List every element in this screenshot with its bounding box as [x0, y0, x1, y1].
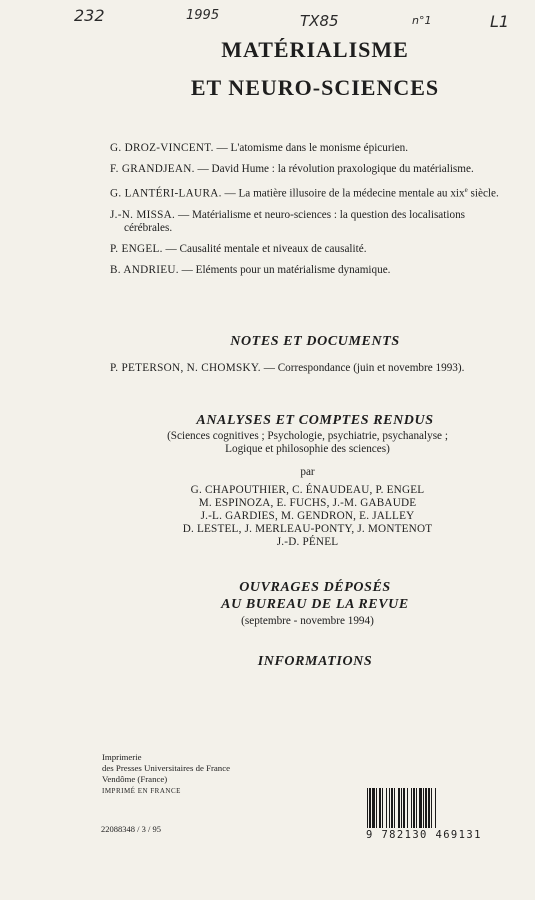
entry-tail: siècle.: [470, 187, 499, 200]
notes-list: [110, 362, 505, 383]
handwritten-note-4: n°1: [412, 14, 432, 27]
barcode-icon: [366, 788, 484, 828]
entry-dash: —: [177, 208, 190, 221]
printer-line-4: IMPRIMÉ EN FRANCE: [102, 787, 181, 795]
printer-line-2: des Presses Universitaires de France: [102, 763, 231, 773]
entry-title: Eléments pour un matérialisme dynamique.: [195, 263, 391, 276]
isbn-number: 9 782130 469131: [366, 829, 482, 841]
analyses-heading: ANALYSES ET COMPTES RENDUS: [196, 413, 434, 428]
contents-entry: [110, 243, 505, 256]
entry-author: G. LANTÉRI-LAURA.: [110, 187, 222, 200]
entry-dash: —: [263, 362, 275, 374]
entry-title: Causalité mentale et niveaux de causalité.: [179, 242, 367, 255]
names-line: J.-L. GARDIES, M. GENDRON, E. JALLEY: [200, 510, 415, 522]
names-line: D. LESTEL, J. MERLEAU-PONTY, J. MONTENOT: [182, 523, 433, 535]
entry-dash: —: [181, 263, 193, 276]
entry-title: David Hume : la révolution praxologique du matérialisme.: [211, 163, 474, 175]
names-line: G. CHAPOUTHIER, C. ÉNAUDEAU, P. ENGEL: [190, 484, 425, 496]
contents-entry: [110, 209, 505, 235]
analyses-subtitle-line-2: Logique et philosophie des sciences): [225, 443, 390, 455]
par-label: par: [300, 466, 315, 478]
contents-entry: [110, 184, 505, 201]
entry-dash: —: [197, 163, 209, 175]
entry-author: F. GRANDJEAN.: [110, 163, 195, 175]
contents-entry: [110, 142, 505, 155]
entry-title: Correspondance (juin et novembre 1993).: [277, 362, 465, 374]
ouvrages-heading-line-2: AU BUREAU DE LA REVUE: [221, 597, 409, 612]
isbn-barcode: [366, 788, 484, 841]
entry-title: L'atomisme dans le monisme épicurien.: [230, 142, 409, 154]
handwritten-note-1: 232: [74, 6, 105, 25]
notes-heading: NOTES ET DOCUMENTS: [230, 334, 400, 349]
handwritten-note-2: 1995: [186, 8, 220, 23]
entry-title: La matière illusoire de la médecine mentale au: [238, 187, 448, 200]
analyses-subtitle-line-1: (Sciences cognitives ; Psychologie, psychiatrie, psychanalyse ;: [167, 430, 448, 442]
notes-entry: [110, 362, 505, 375]
contents-entry: [110, 264, 505, 277]
printer-line-1: Imprimerie: [102, 752, 142, 762]
entry-dash: —: [216, 142, 228, 154]
handwritten-note-3: TX85: [300, 12, 339, 30]
ouvrages-dates: [110, 615, 505, 628]
entry-author: P. ENGEL.: [110, 242, 163, 255]
informations-heading: INFORMATIONS: [257, 654, 373, 669]
analyses-names: [110, 484, 505, 549]
printer-info: [102, 752, 230, 797]
entry-author: J.-N. MISSA.: [110, 208, 176, 221]
entry-author: G. DROZ-VINCENT.: [110, 142, 214, 154]
title-line-1: MATÉRIALISME: [221, 37, 409, 62]
analyses-subtitle: [110, 430, 505, 456]
entry-author: B. ANDRIEU.: [110, 263, 179, 276]
entry-title: Matérialisme et neuro-sciences : la question des localisations cérébrales.: [124, 208, 466, 234]
entry-author: P. PETERSON, N. CHOMSKY.: [110, 362, 261, 374]
names-line: J.-D. PÉNEL: [276, 536, 339, 548]
handwritten-note-5: L1: [490, 12, 510, 31]
entry-dash: —: [224, 187, 236, 200]
printer-line-3: Vendôme (France): [102, 774, 168, 784]
contents-list: [110, 142, 505, 285]
entry-dash: —: [165, 242, 177, 255]
names-line: M. ESPINOZA, E. FUCHS, J.-M. GABAUDE: [198, 497, 417, 509]
entry-century-sup: e: [464, 186, 468, 194]
title-line-2: ET NEURO-SCIENCES: [190, 75, 440, 100]
analyses-par: [110, 466, 505, 479]
ouvrages-heading-line-1: OUVRAGES DÉPOSÉS: [239, 580, 391, 595]
print-reference: 22088348 / 3 / 95: [101, 824, 161, 834]
contents-entry: [110, 163, 505, 176]
entry-century: xix: [450, 187, 465, 200]
ouvrages-dates-text: (septembre - novembre 1994): [241, 615, 374, 627]
